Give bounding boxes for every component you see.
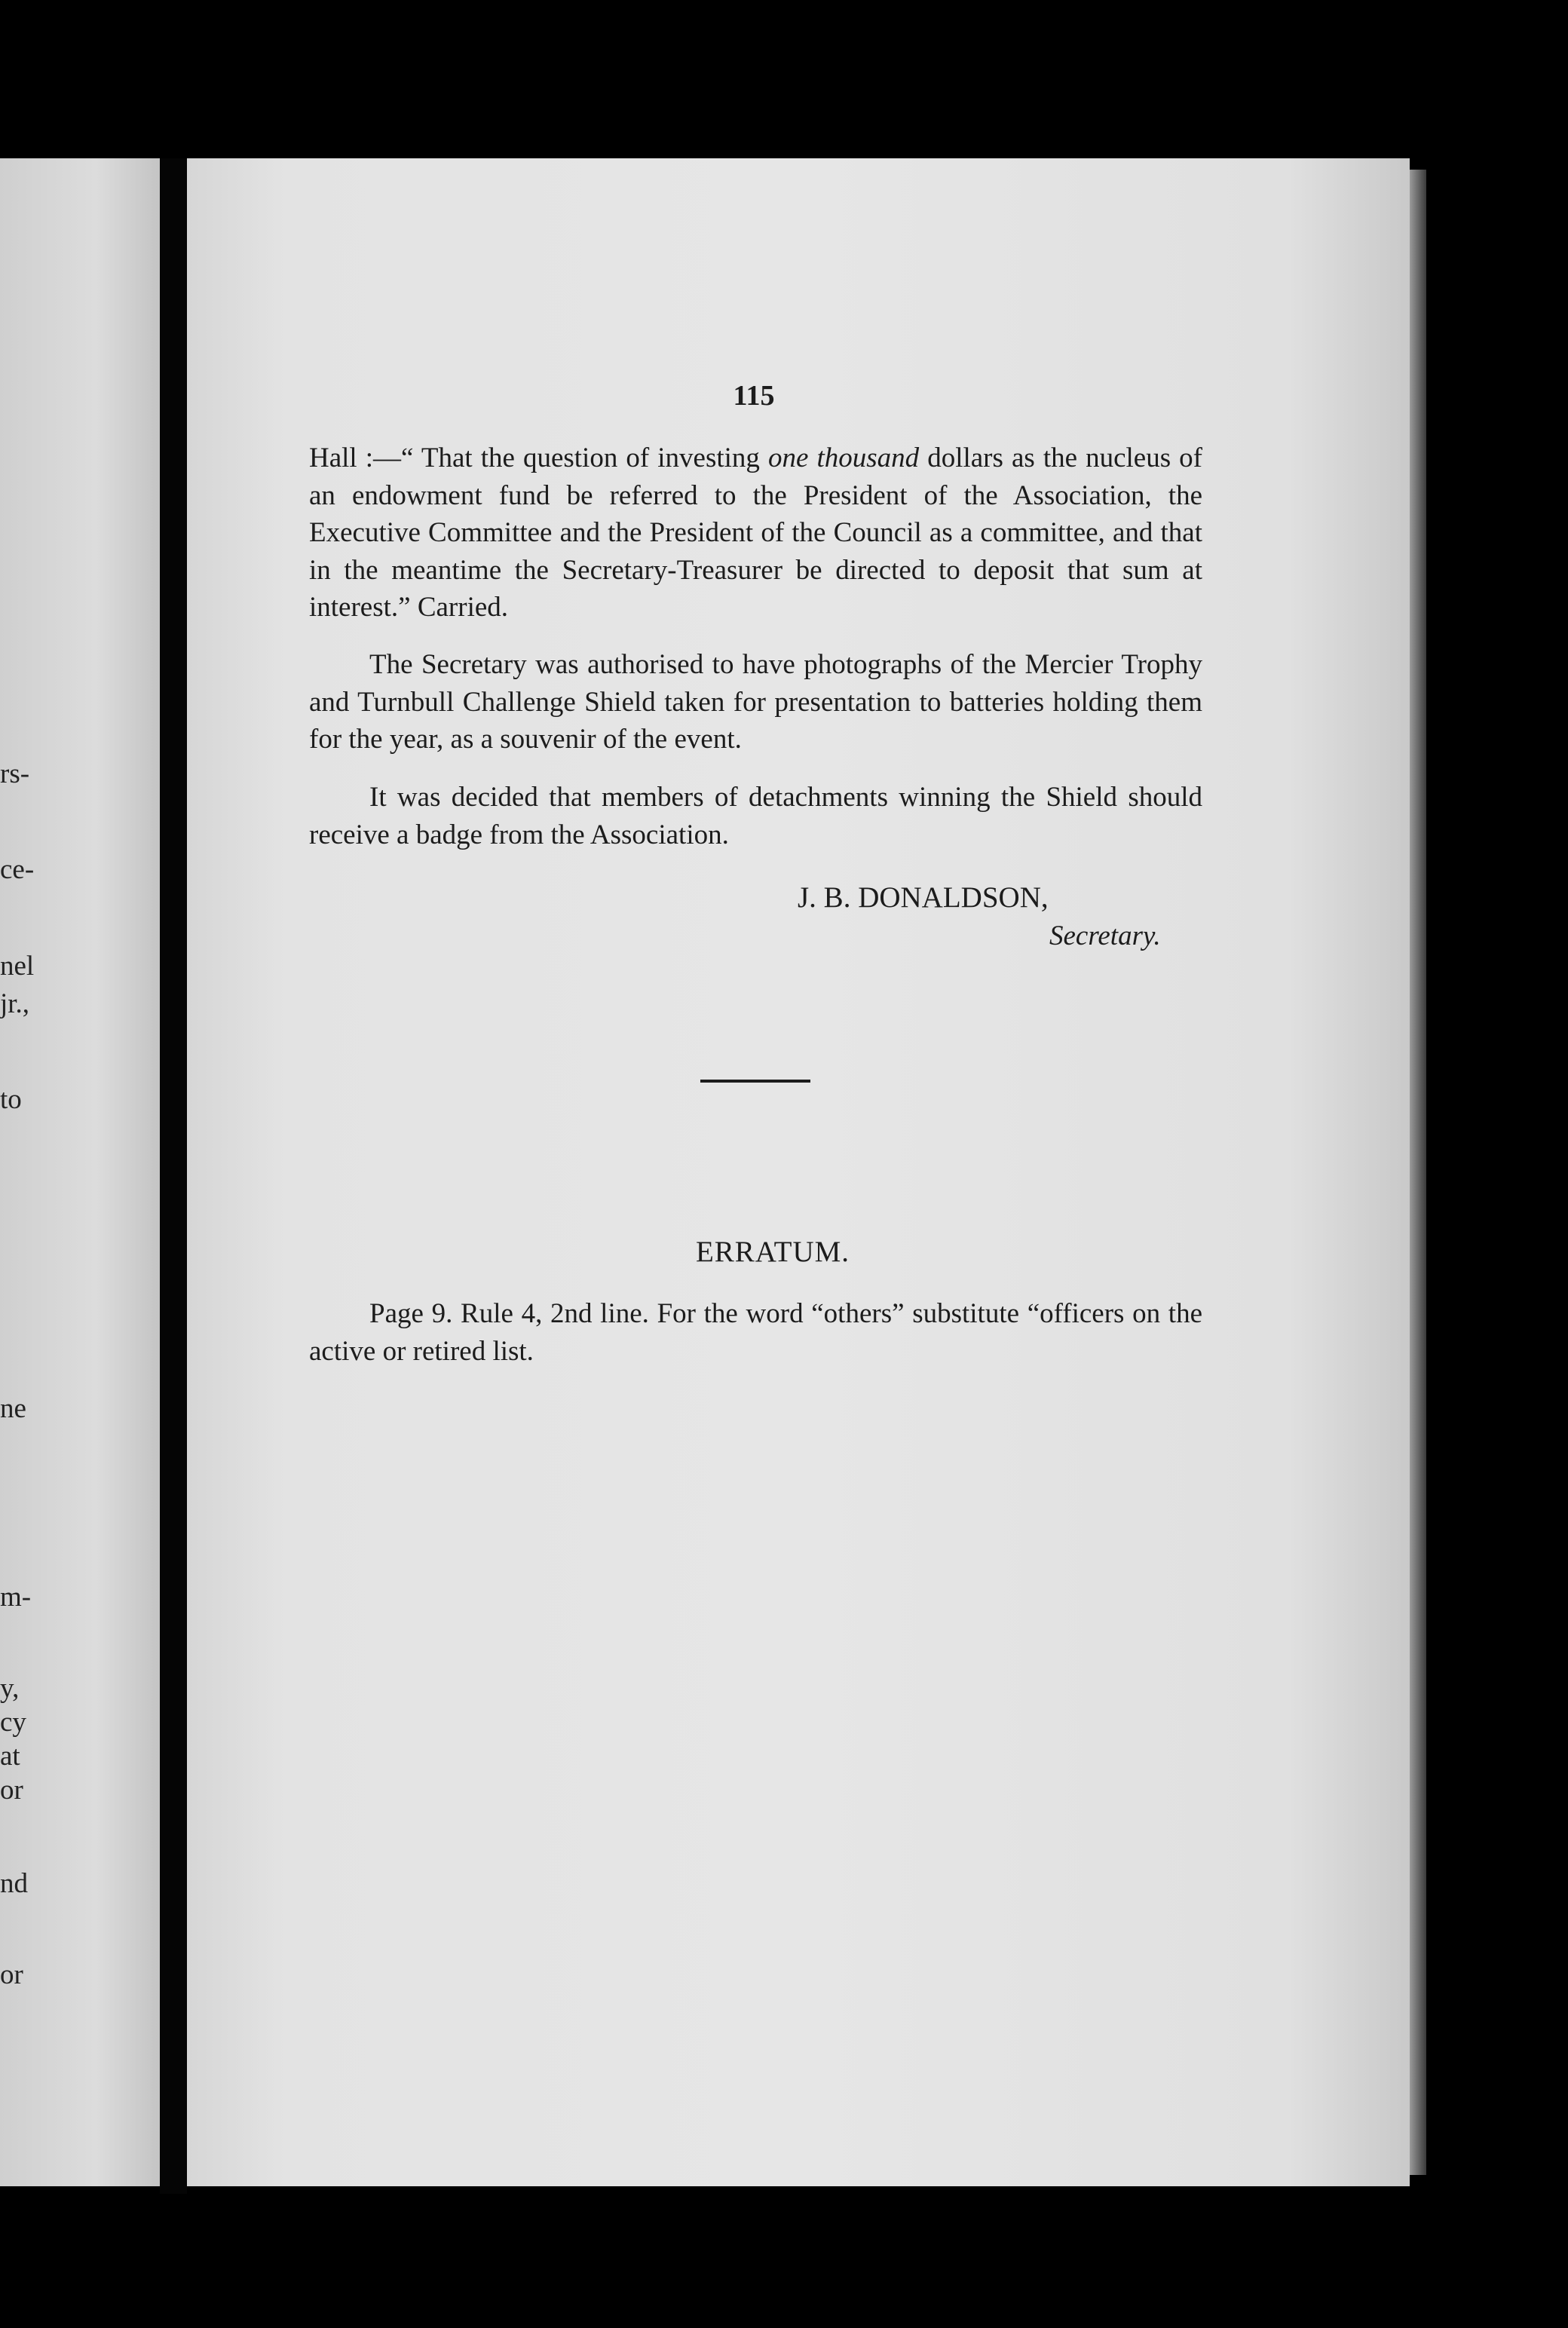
paragraph-badge: It was decided that members of detachments winning the Shield should receive a badge from the Association. (309, 782, 1202, 850)
left-page-fragment: or (0, 1775, 23, 1806)
paragraph-motion (309, 440, 1202, 626)
left-page-fragment: m- (0, 1582, 32, 1613)
left-page-fragment: at (0, 1741, 20, 1772)
page-edge (1410, 170, 1426, 2175)
page-number: 115 (733, 380, 775, 412)
left-page-fragment: ce- (0, 854, 35, 885)
left-page-fragment: nd (0, 1868, 28, 1899)
left-page-fragment: cy (0, 1707, 26, 1738)
motion-text-start: Hall :—“ That the question of investing (309, 443, 768, 473)
paragraph-photographs: The Secretary was authorised to have photographs of the Mercier Trophy and Turnbull Challenge Shield taken for presentation to batteries holding them for the year, as a souvenir of the event. (309, 649, 1202, 755)
erratum-text: Page 9. Rule 4, 2nd line. For the word “others” substitute “officers on the active or retired list. (309, 1298, 1202, 1367)
left-page-fragment: to (0, 1084, 22, 1115)
left-page-fragment: nel (0, 951, 35, 982)
left-page-fragment: jr., (0, 988, 30, 1019)
motion-italic-amount: one thousand (767, 443, 920, 473)
section-divider (700, 1080, 810, 1083)
left-page-fragment: rs- (0, 758, 30, 789)
erratum-heading: ERRATUM. (695, 1236, 850, 1268)
left-page-fragment: ne (0, 1393, 26, 1424)
left-page-fragment: or (0, 1959, 23, 1990)
left-page (0, 158, 160, 2186)
left-page-fragment: y, (0, 1673, 20, 1704)
book-gutter (160, 158, 187, 2194)
signature-title: Secretary. (1049, 920, 1161, 951)
motion-text-end: dollars as the nucleus of an endowment fund be referred to the President of the Association, the Executive Committee and the President of the Council as a committee, and that in the meantime the Secretary-Treasurer be directed to deposit that sum at interest.” Carried. (309, 443, 1202, 623)
signature-name: J. B. DONALDSON, (798, 881, 1049, 914)
